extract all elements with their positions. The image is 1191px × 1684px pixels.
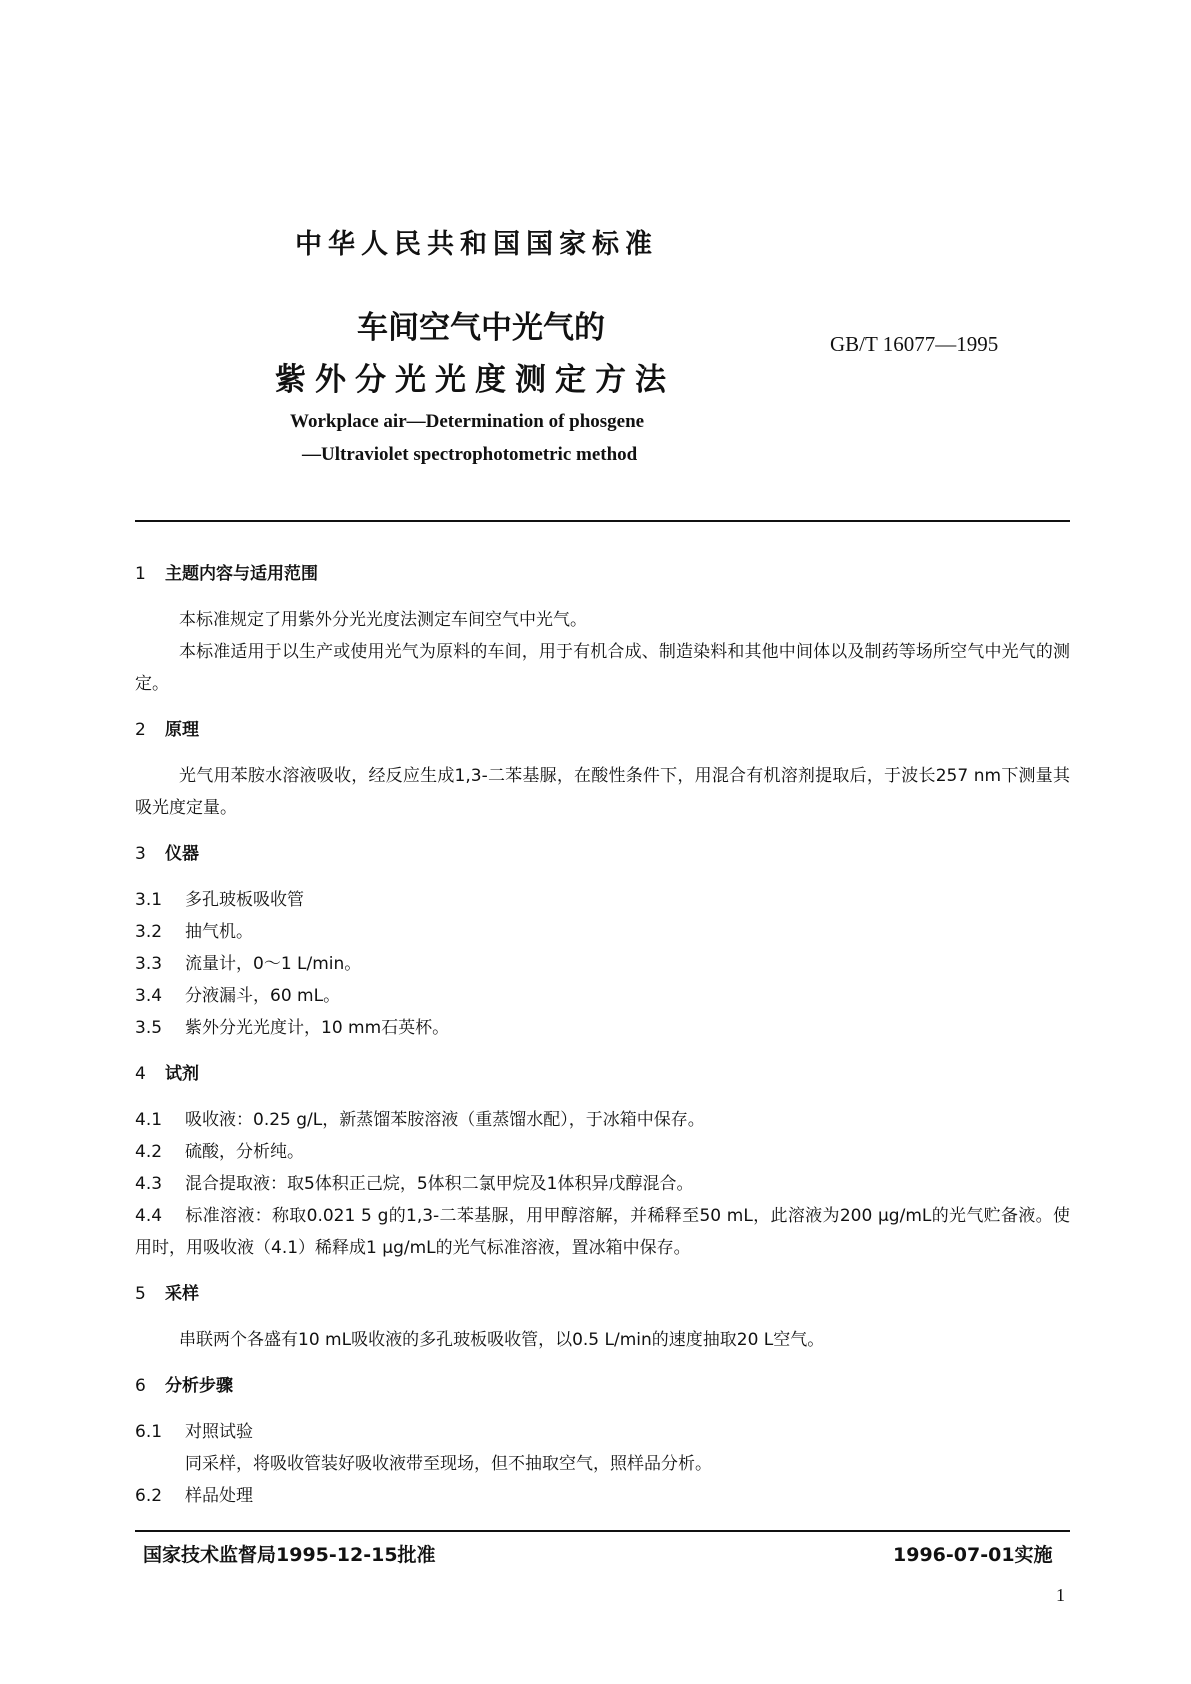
document-body [135,558,1070,1512]
item-number: 3.5 [135,1018,163,1038]
list-item [135,1416,1070,1448]
national-standard-heading: 中华人民共和国国家标准 [295,229,658,260]
section-5-body [135,1324,1070,1356]
section-title: 采样 [165,1284,199,1304]
standard-number: GB/T 16077—1995 [830,332,999,356]
item-number: 4.3 [135,1174,163,1194]
title-cn-line2: 紫外分光光度测定方法 [275,362,675,398]
list-item [135,1200,1070,1264]
section-number: 2 [135,720,146,740]
item-text: 抽气机。 [185,922,253,942]
title-cn-line1: 车间空气中光气的 [357,310,605,346]
paragraph: 光气用苯胺水溶液吸收，经反应生成1,3-二苯基脲，在酸性条件下，用混合有机溶剂提取后，于波长257 nm下测量其吸光度定量。 [135,766,1070,818]
page-number: 1 [1056,1585,1065,1605]
section-5-heading [135,1278,1070,1310]
section-4-list [135,1104,1070,1264]
section-3-list [135,884,1070,1044]
section-6-heading [135,1370,1070,1402]
approval-date: 国家技术监督局1995-12-15批准 [143,1544,436,1566]
section-number: 6 [135,1376,146,1396]
item-number: 6.1 [135,1422,163,1442]
section-title: 原理 [165,720,199,740]
item-number: 6.2 [135,1486,163,1506]
item-number: 4.4 [135,1206,163,1226]
section-title: 分析步骤 [165,1376,233,1396]
item-number: 3.4 [135,986,163,1006]
item-text: 紫外分光光度计，10 mm石英杯。 [185,1018,450,1038]
section-number: 4 [135,1064,146,1084]
list-item [135,1012,1070,1044]
paragraph: 本标准适用于以生产或使用光气为原料的车间，用于有机合成、制造染料和其他中间体以及制药等场所空气中光气的测定。 [135,642,1070,694]
section-2-body [135,760,1070,824]
item-text: 对照试验 [185,1422,253,1442]
section-6-body [135,1416,1070,1512]
section-2-heading [135,714,1070,746]
list-item [135,1168,1070,1200]
section-title: 仪器 [165,844,199,864]
section-1-heading [135,558,1070,590]
footer-divider [135,1530,1070,1532]
list-item [135,980,1070,1012]
section-number: 1 [135,564,146,584]
item-number: 4.1 [135,1110,163,1130]
item-text: 分液漏斗，60 mL。 [185,986,341,1006]
title-en-line1: Workplace air—Determination of phosgene [290,411,645,432]
section-title: 试剂 [165,1064,199,1084]
item-text: 流量计，0～1 L/min。 [185,954,362,974]
section-4-heading [135,1058,1070,1090]
section-3-heading [135,838,1070,870]
list-item [135,1104,1070,1136]
list-item [135,1136,1070,1168]
item-number: 3.2 [135,922,163,942]
implementation-date: 1996-07-01实施 [893,1544,1053,1566]
list-item [135,884,1070,916]
paragraph: 同采样，将吸收管装好吸收液带至现场，但不抽取空气，照样品分析。 [185,1454,712,1474]
item-text: 混合提取液：取5体积正己烷，5体积二氯甲烷及1体积异戊醇混合。 [185,1174,694,1194]
item-text: 标准溶液：称取0.021 5 g的1,3-二苯基脲，用甲醇溶解，并稀释至50 mL，此溶液为200 μg/mL的光气贮备液。使用时，用吸收液（4.1）稀释成1 μg/mL的光气标准溶液，置冰箱中保存。 [135,1206,1070,1258]
section-1-body [135,604,1070,700]
list-item [135,1480,1070,1512]
list-item [135,948,1070,980]
section-title: 主题内容与适用范围 [165,564,318,584]
paragraph: 串联两个各盛有10 mL吸收液的多孔玻板吸收管，以0.5 L/min的速度抽取20 L空气。 [179,1330,825,1350]
item-text: 吸收液：0.25 g/L，新蒸馏苯胺溶液（重蒸馏水配），于冰箱中保存。 [185,1110,705,1130]
item-text: 样品处理 [185,1486,253,1506]
title-en-line2: —Ultraviolet spectrophotometric method [302,444,638,465]
section-number: 3 [135,844,146,864]
item-number: 3.1 [135,890,163,910]
list-item [135,916,1070,948]
section-number: 5 [135,1284,146,1304]
item-text: 多孔玻板吸收管 [185,890,304,910]
item-text: 硫酸，分析纯。 [185,1142,304,1162]
paragraph: 本标准规定了用紫外分光光度法测定车间空气中光气。 [179,610,587,630]
item-number: 3.3 [135,954,163,974]
item-number: 4.2 [135,1142,163,1162]
header-divider [135,520,1070,522]
